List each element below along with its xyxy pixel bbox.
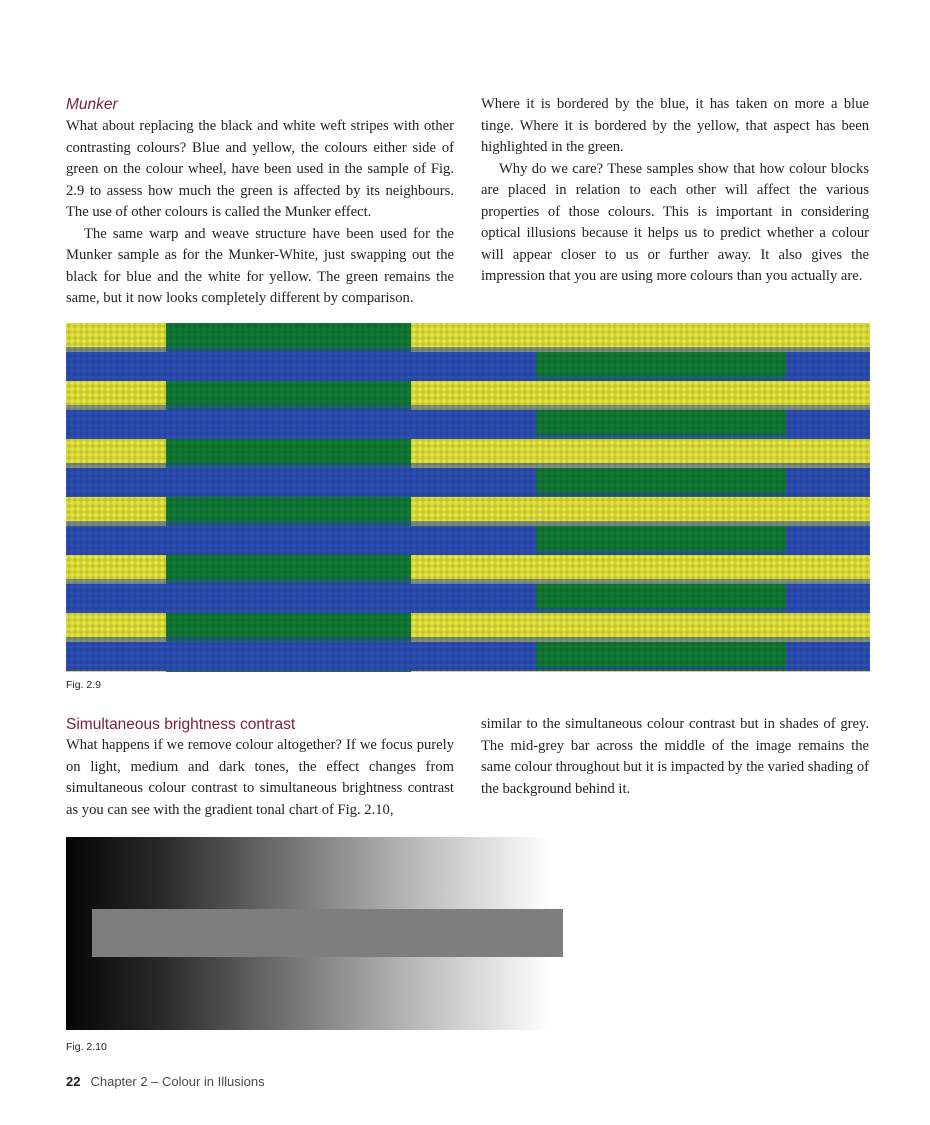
section-heading-munker: Munker	[66, 96, 118, 113]
figure-caption: Fig. 2.10	[66, 1041, 107, 1053]
woven-sample-figure	[66, 323, 870, 672]
paragraph: What happens if we remove colour altogether? If we focus purely on light, medium and dark tones, the effect changes from simultaneous colour contrast to simultaneous brightness contrast as you can see with the gradient tonal chart of Fig. 2.10,	[66, 737, 454, 818]
section-heading-brightness: Simultaneous brightness contrast	[66, 716, 296, 733]
paragraph: The same warp and weave structure have been used for the Munker sample as for the Munker-White, just swapping out the black for blue and the white for yellow. The green remains the same, but it now looks completely different by comparison.	[66, 225, 454, 306]
chapter-title: Chapter 2 – Colour in Illusions	[90, 1074, 265, 1089]
column-right-bottom	[481, 714, 869, 800]
column-right-top	[481, 94, 869, 288]
paragraph: Why do we care? These samples show that how colour blocks are placed in relation to each other will affect the various properties of those colours. This is important in considering optical illusions because it helps us to predict whether a colour will appear closer to us or further away. It also gives the impression that you are using more colours than you actually are.	[481, 160, 869, 284]
column-left-top	[66, 94, 454, 310]
figure-caption: Fig. 2.9	[66, 679, 102, 691]
paragraph: What about replacing the black and white weft stripes with other contrasting colours? Blue and yellow, the colours either side of green on the colour wheel, have been used in the sample of Fig. 2.9 to assess how much the green is affected by its neighbours. The use of other colours is called the Munker effect.	[66, 118, 454, 220]
paragraph: Where it is bordered by the blue, it has taken on more a blue tinge. Where it is bordered by the yellow, that aspect has been highlighted in the green.	[481, 96, 869, 155]
paragraph: similar to the simultaneous colour contrast but in shades of grey. The mid-grey bar across the middle of the image remains the same colour throughout but it is impacted by the varied shading of the background behind it.	[481, 716, 869, 797]
page-footer	[66, 1074, 265, 1089]
mid-grey-bar	[92, 909, 563, 957]
page-number: 22	[66, 1074, 81, 1089]
texture-overlay	[66, 323, 870, 672]
column-left-bottom	[66, 714, 454, 821]
